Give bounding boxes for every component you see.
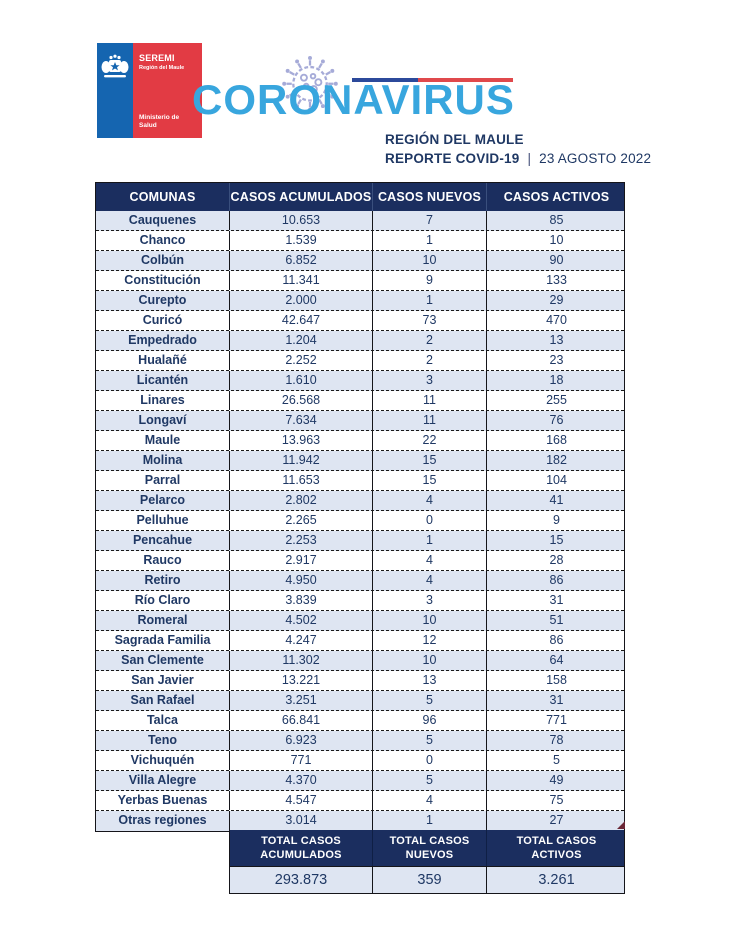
nuevos-cell: 22 <box>373 431 487 450</box>
activos-cell: 15 <box>549 533 564 547</box>
acumulados-cell: 6.852 <box>230 251 373 270</box>
nuevos-cell: 1 <box>373 231 487 250</box>
totals-header-nuevos <box>373 830 487 866</box>
nuevos-cell: 2 <box>373 351 487 370</box>
activos-cell: 13 <box>549 333 564 347</box>
acumulados-cell: 2.253 <box>230 531 373 550</box>
table-row <box>96 511 624 531</box>
acumulados-cell: 10.653 <box>230 211 373 230</box>
activos-cell: 470 <box>546 313 567 327</box>
table-row <box>96 491 624 511</box>
comuna-cell: Empedrado <box>96 331 230 350</box>
activos-cell: 31 <box>549 593 564 607</box>
comuna-cell: Romeral <box>96 611 230 630</box>
table-row <box>96 271 624 291</box>
comuna-cell: Parral <box>96 471 230 490</box>
activos-cell: 10 <box>549 233 564 247</box>
activos-cell: 133 <box>546 273 567 287</box>
comuna-cell: Otras regiones <box>96 811 230 831</box>
acumulados-cell: 1.610 <box>230 371 373 390</box>
nuevos-cell: 2 <box>373 331 487 350</box>
nuevos-cell: 13 <box>373 671 487 690</box>
acumulados-cell: 771 <box>230 751 373 770</box>
column-header-comunas: COMUNAS <box>96 183 230 211</box>
comuna-cell: Pelluhue <box>96 511 230 530</box>
report-label: REPORTE COVID-19 <box>385 151 520 166</box>
table-row <box>96 531 624 551</box>
acumulados-cell: 4.950 <box>230 571 373 590</box>
table-row <box>96 371 624 391</box>
table-row <box>96 611 624 631</box>
nuevos-cell: 96 <box>373 711 487 730</box>
table-row <box>96 751 624 771</box>
acumulados-cell: 3.839 <box>230 591 373 610</box>
activos-cell: 104 <box>546 473 567 487</box>
activos-cell: 75 <box>549 793 564 807</box>
activos-cell: 5 <box>553 753 560 767</box>
comuna-cell: Licantén <box>96 371 230 390</box>
acumulados-cell: 6.923 <box>230 731 373 750</box>
comuna-cell: Curepto <box>96 291 230 310</box>
table-row <box>96 251 624 271</box>
totals-header-line: ACUMULADOS <box>260 849 342 861</box>
totals-values-row <box>230 866 624 893</box>
region-subtitle: REGIÓN DEL MAULE <box>385 132 524 147</box>
acumulados-cell: 11.942 <box>230 451 373 470</box>
activos-cell: 18 <box>549 373 564 387</box>
table-row <box>96 451 624 471</box>
total-nuevos-value: 359 <box>373 867 487 893</box>
nuevos-cell: 12 <box>373 631 487 650</box>
comuna-cell: Cauquenes <box>96 211 230 230</box>
table-row <box>96 411 624 431</box>
table-row <box>96 331 624 351</box>
table-row <box>96 571 624 591</box>
comuna-cell: Maule <box>96 431 230 450</box>
nuevos-cell: 9 <box>373 271 487 290</box>
column-header-activos: CASOS ACTIVOS <box>503 190 610 204</box>
acumulados-cell: 1.539 <box>230 231 373 250</box>
page-title: CORONAVIRUS <box>192 76 515 123</box>
comuna-cell: Vichuquén <box>96 751 230 770</box>
comuna-cell: Rauco <box>96 551 230 570</box>
nuevos-cell: 0 <box>373 751 487 770</box>
nuevos-cell: 3 <box>373 371 487 390</box>
acumulados-cell: 26.568 <box>230 391 373 410</box>
table-body <box>96 211 624 831</box>
activos-cell: 771 <box>546 713 567 727</box>
nuevos-cell: 1 <box>373 811 487 831</box>
table-row <box>96 671 624 691</box>
table-row <box>96 231 624 251</box>
totals-header-line: TOTAL CASOS <box>389 835 470 847</box>
totals-header-row <box>230 830 624 866</box>
acumulados-cell: 2.000 <box>230 291 373 310</box>
totals-header-line: TOTAL CASOS <box>261 835 341 847</box>
table-row <box>96 811 624 831</box>
comuna-cell: Sagrada Familia <box>96 631 230 650</box>
comuna-cell: Colbún <box>96 251 230 270</box>
table-row <box>96 551 624 571</box>
acumulados-cell: 4.370 <box>230 771 373 790</box>
table-header-row <box>96 183 624 211</box>
activos-cell: 85 <box>549 213 564 227</box>
acumulados-cell: 42.647 <box>230 311 373 330</box>
activos-cell: 51 <box>549 613 564 627</box>
table-row <box>96 591 624 611</box>
nuevos-cell: 10 <box>373 651 487 670</box>
activos-cell: 9 <box>553 513 560 527</box>
nuevos-cell: 1 <box>373 531 487 550</box>
activos-cell: 29 <box>549 293 564 307</box>
totals-section <box>229 830 625 894</box>
comuna-cell: Teno <box>96 731 230 750</box>
comuna-cell: Talca <box>96 711 230 730</box>
nuevos-cell: 73 <box>373 311 487 330</box>
acumulados-cell: 2.252 <box>230 351 373 370</box>
fill-handle-artifact <box>617 821 625 829</box>
totals-header-line: NUEVOS <box>405 849 454 861</box>
report-date: 23 AGOSTO 2022 <box>539 151 652 166</box>
nuevos-cell: 15 <box>373 451 487 470</box>
comuna-cell: Longaví <box>96 411 230 430</box>
activos-cell: 78 <box>549 733 564 747</box>
comuna-cell: Linares <box>96 391 230 410</box>
activos-cell: 27 <box>549 813 564 827</box>
table-row <box>96 351 624 371</box>
comuna-cell: Molina <box>96 451 230 470</box>
nuevos-cell: 3 <box>373 591 487 610</box>
comuna-cell: San Rafael <box>96 691 230 710</box>
acumulados-cell: 11.302 <box>230 651 373 670</box>
total-acumulados-value: 293.873 <box>230 867 373 893</box>
acumulados-cell: 4.547 <box>230 791 373 810</box>
comuna-cell: San Javier <box>96 671 230 690</box>
table-row <box>96 311 624 331</box>
comuna-cell: Curicó <box>96 311 230 330</box>
covid-cases-table <box>95 182 625 832</box>
nuevos-cell: 5 <box>373 691 487 710</box>
nuevos-cell: 11 <box>373 391 487 410</box>
table-row <box>96 471 624 491</box>
activos-cell: 168 <box>546 433 567 447</box>
nuevos-cell: 0 <box>373 511 487 530</box>
report-separator: | <box>527 151 532 166</box>
nuevos-cell: 4 <box>373 551 487 570</box>
table-row <box>96 631 624 651</box>
acumulados-cell: 13.221 <box>230 671 373 690</box>
acumulados-cell: 11.341 <box>230 271 373 290</box>
total-activos-value: 3.261 <box>538 872 575 888</box>
acumulados-cell: 2.265 <box>230 511 373 530</box>
table-row <box>96 291 624 311</box>
nuevos-cell: 11 <box>373 411 487 430</box>
acumulados-cell: 1.204 <box>230 331 373 350</box>
activos-cell: 64 <box>549 653 564 667</box>
acumulados-cell: 4.247 <box>230 631 373 650</box>
comuna-cell: San Clemente <box>96 651 230 670</box>
nuevos-cell: 10 <box>373 611 487 630</box>
logo-region-label: Región del Maule <box>139 65 185 71</box>
table-row <box>96 651 624 671</box>
totals-header-line: ACTIVOS <box>531 849 582 861</box>
comuna-cell: Villa Alegre <box>96 771 230 790</box>
activos-cell: 23 <box>549 353 564 367</box>
table-row <box>96 731 624 751</box>
nuevos-cell: 5 <box>373 771 487 790</box>
totals-header-line: TOTAL CASOS <box>516 835 597 847</box>
comuna-cell: Retiro <box>96 571 230 590</box>
acumulados-cell: 13.963 <box>230 431 373 450</box>
totals-header-activos <box>487 830 626 866</box>
acumulados-cell: 2.802 <box>230 491 373 510</box>
activos-cell: 31 <box>549 693 564 707</box>
nuevos-cell: 5 <box>373 731 487 750</box>
activos-cell: 28 <box>549 553 564 567</box>
comuna-cell: Río Claro <box>96 591 230 610</box>
table-row <box>96 771 624 791</box>
table-row <box>96 711 624 731</box>
nuevos-cell: 15 <box>373 471 487 490</box>
column-header-acumulados: CASOS ACUMULADOS <box>230 183 373 211</box>
comuna-cell: Constitución <box>96 271 230 290</box>
comuna-cell: Chanco <box>96 231 230 250</box>
column-header-nuevos: CASOS NUEVOS <box>373 183 487 211</box>
activos-cell: 86 <box>549 573 564 587</box>
logo-seremi-label: SEREMI <box>139 53 175 63</box>
acumulados-cell: 11.653 <box>230 471 373 490</box>
acumulados-cell: 7.634 <box>230 411 373 430</box>
activos-cell: 76 <box>549 413 564 427</box>
activos-cell: 255 <box>546 393 567 407</box>
acumulados-cell: 3.014 <box>230 811 373 831</box>
activos-cell: 86 <box>549 633 564 647</box>
nuevos-cell: 4 <box>373 571 487 590</box>
table-row <box>96 431 624 451</box>
activos-cell: 90 <box>549 253 564 267</box>
nuevos-cell: 10 <box>373 251 487 270</box>
comuna-cell: Yerbas Buenas <box>96 791 230 810</box>
acumulados-cell: 4.502 <box>230 611 373 630</box>
comuna-cell: Hualañé <box>96 351 230 370</box>
acumulados-cell: 3.251 <box>230 691 373 710</box>
table-row <box>96 691 624 711</box>
comuna-cell: Pelarco <box>96 491 230 510</box>
table-row <box>96 211 624 231</box>
chile-coat-of-arms-icon <box>97 43 133 138</box>
nuevos-cell: 4 <box>373 791 487 810</box>
activos-cell: 49 <box>549 773 564 787</box>
table-row <box>96 791 624 811</box>
seremi-logo <box>97 43 202 138</box>
report-subtitle <box>385 151 651 166</box>
acumulados-cell: 66.841 <box>230 711 373 730</box>
table-row <box>96 391 624 411</box>
nuevos-cell: 4 <box>373 491 487 510</box>
comuna-cell: Pencahue <box>96 531 230 550</box>
activos-cell: 182 <box>546 453 567 467</box>
activos-cell: 158 <box>546 673 567 687</box>
logo-ministerio-label: Ministerio de Salud <box>139 114 180 129</box>
activos-cell: 41 <box>549 493 564 507</box>
nuevos-cell: 1 <box>373 291 487 310</box>
nuevos-cell: 7 <box>373 211 487 230</box>
totals-header-acumulados <box>230 830 373 866</box>
acumulados-cell: 2.917 <box>230 551 373 570</box>
